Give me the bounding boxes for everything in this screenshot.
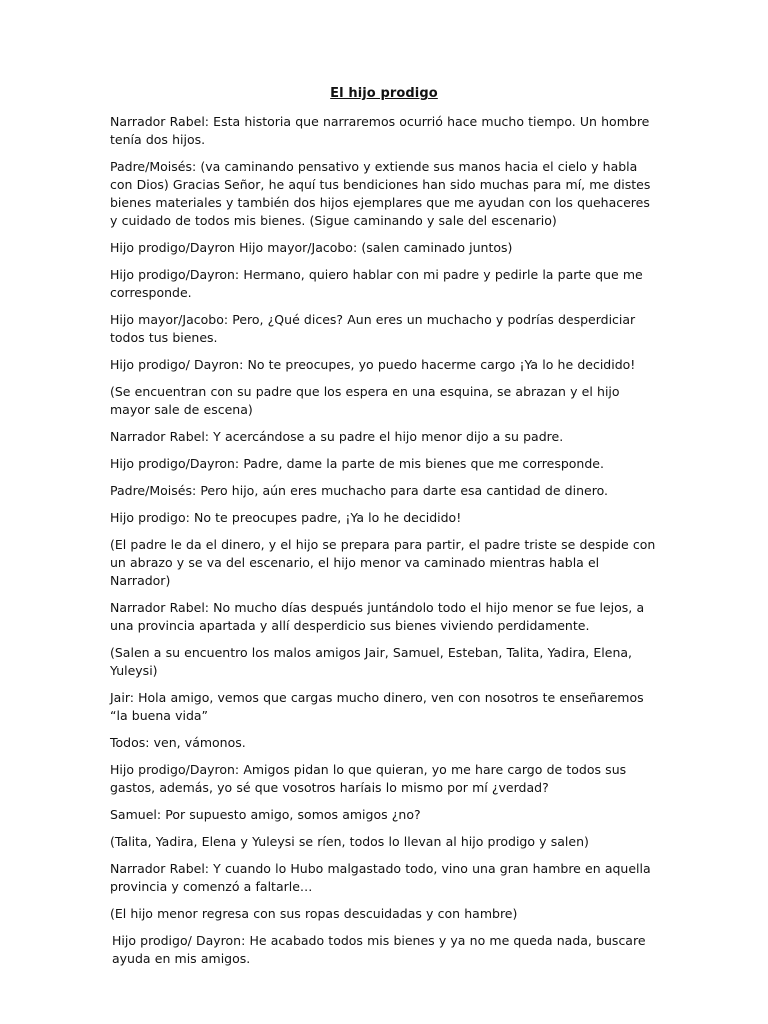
paragraph-18: Samuel: Por supuesto amigo, somos amigos ¿no? bbox=[110, 807, 421, 822]
paragraph-4: Hijo prodigo/Dayron: Hermano, quiero hablar con mi padre y pedirle la parte que me corresponde. bbox=[110, 267, 643, 300]
paragraph-3: Hijo prodigo/Dayron Hijo mayor/Jacobo: (salen caminado juntos) bbox=[110, 240, 513, 255]
paragraph-20: Narrador Rabel: Y cuando lo Hubo malgastado todo, vino una gran hambre en aquella provincia y comenzó a faltarle… bbox=[110, 861, 651, 894]
paragraph-15: Jair: Hola amigo, vemos que cargas mucho dinero, ven con nosotros te enseñaremos “la buena vida” bbox=[110, 690, 644, 723]
paragraph-1: Narrador Rabel: Esta historia que narraremos ocurrió hace mucho tiempo. Un hombre tenía dos hijos. bbox=[110, 114, 650, 147]
paragraph-22: Hijo prodigo/ Dayron: He acabado todos mis bienes y ya no me queda nada, buscare ayuda en mis amigos. bbox=[112, 933, 646, 966]
paragraph-8: Narrador Rabel: Y acercándose a su padre el hijo menor dijo a su padre. bbox=[110, 429, 564, 444]
paragraph-19: (Talita, Yadira, Elena y Yuleysi se ríen, todos lo llevan al hijo prodigo y salen) bbox=[110, 834, 589, 849]
paragraph-14: (Salen a su encuentro los malos amigos Jair, Samuel, Esteban, Talita, Yadira, Elena, Yuleysi) bbox=[110, 645, 633, 678]
paragraph-11: Hijo prodigo: No te preocupes padre, ¡Ya lo he decidido! bbox=[110, 510, 462, 525]
paragraph-17: Hijo prodigo/Dayron: Amigos pidan lo que quieran, yo me hare cargo de todos sus gastos, además, yo sé que vosotros haríais lo mismo por mí ¿verdad? bbox=[110, 762, 627, 795]
paragraph-13: Narrador Rabel: No mucho días después juntándolo todo el hijo menor se fue lejos, a una provincia apartada y allí desperdicio sus bienes viviendo perdidamente. bbox=[110, 600, 645, 633]
paragraph-2: Padre/Moisés: (va caminando pensativo y extiende sus manos hacia el cielo y habla con Dios) Gracias Señor, he aquí tus bendiciones han sido muchas para mí, me distes bienes materiales y también dos hijos ejemplares que me ayudan con los quehaceres y cuidado de todos mis bienes. (Sigue caminando y sale del escenario) bbox=[110, 159, 651, 228]
document-title: El hijo prodigo bbox=[330, 86, 438, 101]
paragraph-12: (El padre le da el dinero, y el hijo se prepara para partir, el padre triste se despide con un abrazo y se va del escenario, el hijo menor va caminado mientras habla el Narrador) bbox=[110, 537, 656, 588]
paragraph-9: Hijo prodigo/Dayron: Padre, dame la parte de mis bienes que me corresponde. bbox=[110, 456, 604, 471]
paragraph-16: Todos: ven, vámonos. bbox=[110, 735, 246, 750]
paragraph-5: Hijo mayor/Jacobo: Pero, ¿Qué dices? Aun eres un muchacho y podrías desperdiciar todos tus bienes. bbox=[110, 312, 636, 345]
paragraph-7: (Se encuentran con su padre que los espera en una esquina, se abrazan y el hijo mayor sale de escena) bbox=[110, 384, 620, 417]
document-body bbox=[110, 113, 658, 977]
paragraph-10: Padre/Moisés: Pero hijo, aún eres muchacho para darte esa cantidad de dinero. bbox=[110, 483, 608, 498]
paragraph-21: (El hijo menor regresa con sus ropas descuidadas y con hambre) bbox=[110, 906, 518, 921]
paragraph-6: Hijo prodigo/ Dayron: No te preocupes, yo puedo hacerme cargo ¡Ya lo he decidido! bbox=[110, 357, 636, 372]
